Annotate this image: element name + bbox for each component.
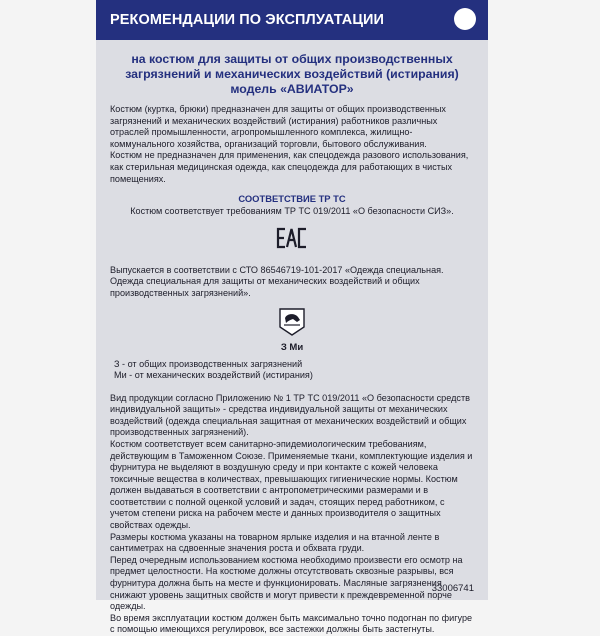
- pictogram-legend: [110, 359, 474, 381]
- legend-item-z: З - от общих производственных загрязнений: [114, 358, 303, 369]
- eac-logo: [277, 228, 307, 248]
- body-paragraph-4: Перед очередным использованием костюма необходимо произвести его осмотр на предмет целостности. На костюме должны отсутствовать сквозные разрывы, вся фурнитура должна быть на месте и функционировать. Масляные загрязнения снижают уровень защитных свойств и могут привести к преждевременной порче одежды.: [110, 554, 463, 612]
- body-paragraph-3: Размеры костюма указаны на товарном ярлыке изделия и на втачной ленте в сантиметрах на сдвоенные значения роста и обхвата груди.: [110, 531, 440, 554]
- body-paragraph-5: Во время эксплуатации костюм должен быть максимально точно подогнан по фигуре с помощью имеющихся регулировок, все застежки должны быть застегнуты.: [110, 612, 473, 635]
- article-number: 33006741: [431, 583, 474, 594]
- protection-pictogram-icon: [110, 308, 474, 341]
- intro-paragraph-1: Костюм (куртка, брюки) предназначен для защиты от общих производственных загрязнений и механических воздействий (истирания) работников различных отраслей промышленности, агропромышленного комплекса, жилищно-коммунального хозяйства, организаций торговли, бытового обслуживания.: [110, 104, 446, 149]
- body-paragraph-2: Костюм соответствует всем санитарно-эпидемиологическим требованиям, действующим в Таможенном Союзе. Применяемые ткани, комплектующие изделия и фурнитура не выделяют в воздушную среду и при контакте с кожей человека токсичные вещества в количествах, превышающих гигиенические нормы. Костюм должен выдаваться в соответствии с антропометрическими размерами и в соответствии с полной оценкой условий и задач, стоящих перед работником, с учетом степени риска на рабочем месте и данных производителя о защитных свойствах одежды.: [110, 438, 473, 531]
- body-paragraph-1: Вид продукции согласно Приложению № 1 ТР ТС 019/2011 «О безопасности средств индивидуальной защиты» - средства индивидуальной защиты от механических воздействий (одежда специальная защитная от механических воздействий и общих производственных загрязнений).: [110, 392, 470, 438]
- label-content: [96, 40, 488, 636]
- legend-item-mi: Ми - от механических воздействий (истирания): [114, 369, 313, 380]
- pictogram-code: З Ми: [280, 341, 304, 353]
- intro-paragraph-2: Костюм не предназначен для применения, как спецодежда разового использования, как стерильная медицинская одежда, как спецодежда для работающих в чистых помещениях.: [110, 150, 469, 184]
- product-subtitle: на костюм для защиты от общих производственных загрязнений и механических воздействий (истирания) модель «АВИАТОР»: [125, 52, 459, 96]
- shield-pictogram: [279, 308, 305, 336]
- compliance-text: Костюм соответствует требованиям ТР ТС 019/2011 «О безопасности СИЗ».: [130, 206, 454, 217]
- label-title: РЕКОМЕНДАЦИИ ПО ЭКСПЛУАТАЦИИ: [110, 12, 385, 28]
- standard-text: Выпускается в соответствии с СТО 86546719-101-2017 «Одежда специальная. Одежда специальная для защиты от механических воздействий и общих производственных загрязнений».: [110, 264, 444, 298]
- compliance-heading: СООТВЕТСТВИЕ ТР ТС: [238, 193, 346, 205]
- eac-mark-icon: [110, 228, 474, 253]
- instruction-label: [96, 0, 488, 635]
- hang-hole-icon: [454, 8, 476, 30]
- label-header: [96, 0, 488, 40]
